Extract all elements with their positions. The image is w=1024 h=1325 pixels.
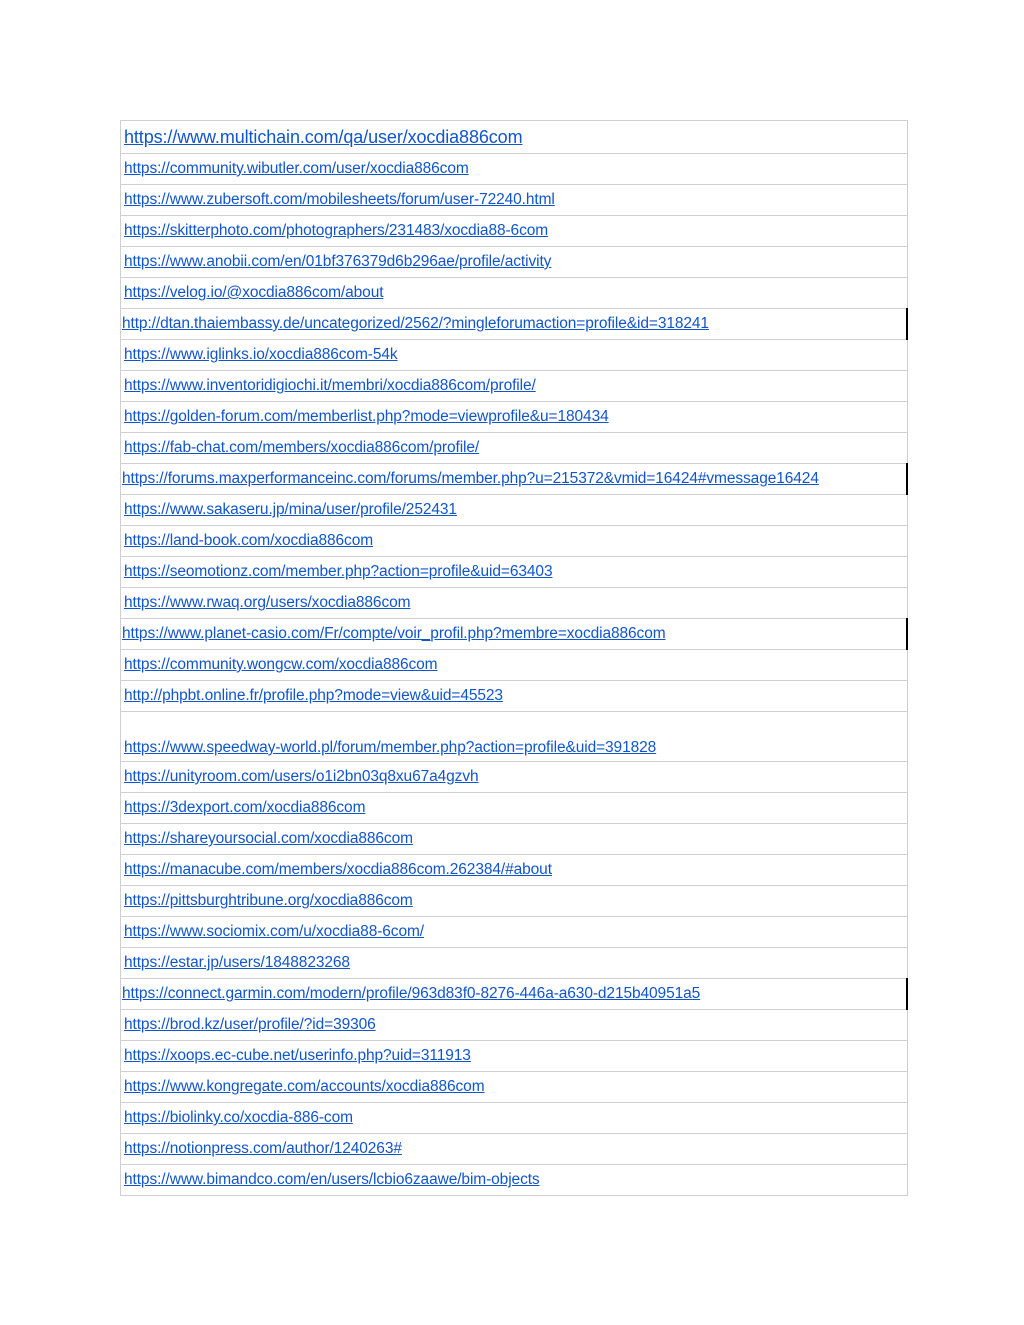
link-item[interactable]: https://www.bimandco.com/en/users/lcbio6zaawe/bim-objects <box>124 1171 540 1188</box>
table-row <box>121 979 908 1010</box>
table-cell <box>121 588 908 619</box>
table-row <box>121 1072 908 1103</box>
table-row <box>121 557 908 588</box>
link-item[interactable]: https://community.wibutler.com/user/xocdia886com <box>124 160 469 177</box>
table-row <box>121 340 908 371</box>
table-cell <box>121 1010 908 1041</box>
table-cell <box>121 917 908 948</box>
table-cell <box>121 1103 908 1134</box>
link-item[interactable]: https://golden-forum.com/memberlist.php?mode=viewprofile&u=180434 <box>124 408 609 425</box>
link-item[interactable]: https://manacube.com/members/xocdia886com.262384/#about <box>124 861 552 878</box>
link-item[interactable]: https://land-book.com/xocdia886com <box>124 532 374 549</box>
table-row <box>121 278 908 309</box>
table-cell <box>121 340 908 371</box>
table-row <box>121 402 908 433</box>
table-row <box>121 650 908 681</box>
link-item[interactable]: https://www.sakaseru.jp/mina/user/profile/252431 <box>124 501 457 518</box>
table-row <box>121 619 908 650</box>
link-item[interactable]: https://www.speedway-world.pl/forum/member.php?action=profile&uid=391828 <box>124 739 657 756</box>
table-row <box>121 1041 908 1072</box>
table-cell <box>121 979 908 1010</box>
link-item[interactable]: https://estar.jp/users/1848823268 <box>124 954 350 971</box>
link-item[interactable]: https://pittsburghtribune.org/xocdia886com <box>124 892 413 909</box>
table-cell <box>121 278 908 309</box>
link-item[interactable]: https://www.planet-casio.com/Fr/compte/voir_profil.php?membre=xocdia886com <box>122 625 666 642</box>
table-cell <box>121 948 908 979</box>
table-cell <box>121 121 908 154</box>
table-cell <box>121 495 908 526</box>
link-item[interactable]: https://www.inventoridigiochi.it/membri/xocdia886com/profile/ <box>124 377 536 394</box>
table-cell <box>121 154 908 185</box>
link-item[interactable]: https://brod.kz/user/profile/?id=39306 <box>124 1016 376 1033</box>
table-row <box>121 681 908 712</box>
table-cell <box>121 712 908 762</box>
table-row <box>121 1134 908 1165</box>
link-item[interactable]: https://forums.maxperformanceinc.com/forums/member.php?u=215372&vmid=16424#vmessage16424 <box>122 470 819 487</box>
link-item[interactable]: https://www.sociomix.com/u/xocdia88-6com/ <box>124 923 424 940</box>
table-cell <box>121 309 908 340</box>
table-cell <box>121 855 908 886</box>
link-item[interactable]: https://seomotionz.com/member.php?action=profile&uid=63403 <box>124 563 553 580</box>
table-row <box>121 433 908 464</box>
table-cell <box>121 247 908 278</box>
link-item[interactable]: https://xoops.ec-cube.net/userinfo.php?uid=311913 <box>124 1047 471 1064</box>
link-item[interactable]: https://notionpress.com/author/1240263# <box>124 1140 402 1157</box>
table-cell <box>121 371 908 402</box>
table-row <box>121 185 908 216</box>
table-row <box>121 309 908 340</box>
link-item[interactable]: https://www.anobii.com/en/01bf376379d6b296ae/profile/activity <box>124 253 552 270</box>
link-item[interactable]: https://www.multichain.com/qa/user/xocdia886com <box>124 126 523 147</box>
table-cell <box>121 1072 908 1103</box>
table-cell <box>121 433 908 464</box>
table-row <box>121 1010 908 1041</box>
table-row <box>121 793 908 824</box>
table-row <box>121 526 908 557</box>
table-cell <box>121 824 908 855</box>
table-row <box>121 121 908 154</box>
table-row <box>121 464 908 495</box>
table-row <box>121 762 908 793</box>
link-item[interactable]: https://biolinky.co/xocdia-886-com <box>124 1109 353 1126</box>
link-item[interactable]: https://www.rwaq.org/users/xocdia886com <box>124 594 411 611</box>
table-row <box>121 588 908 619</box>
table-row <box>121 216 908 247</box>
link-item[interactable]: http://phpbt.online.fr/profile.php?mode=view&uid=45523 <box>124 687 503 704</box>
table-cell <box>121 464 908 495</box>
table-row <box>121 917 908 948</box>
table-cell <box>121 762 908 793</box>
table-row <box>121 1165 908 1196</box>
table-cell <box>121 650 908 681</box>
link-item[interactable]: https://3dexport.com/xocdia886com <box>124 799 366 816</box>
link-item[interactable]: http://dtan.thaiembassy.de/uncategorized/2562/?mingleforumaction=profile&id=318241 <box>122 315 709 332</box>
table-row <box>121 948 908 979</box>
link-item[interactable]: https://velog.io/@xocdia886com/about <box>124 284 384 301</box>
table-row <box>121 247 908 278</box>
link-item[interactable]: https://community.wongcw.com/xocdia886com <box>124 656 438 673</box>
table-cell <box>121 1041 908 1072</box>
table-cell <box>121 793 908 824</box>
link-table <box>120 120 908 1196</box>
table-row <box>121 371 908 402</box>
table-cell <box>121 557 908 588</box>
link-item[interactable]: https://www.kongregate.com/accounts/xocdia886com <box>124 1078 485 1095</box>
table-row <box>121 712 908 762</box>
table-row <box>121 824 908 855</box>
table-cell <box>121 681 908 712</box>
table-cell <box>121 1165 908 1196</box>
table-cell <box>121 526 908 557</box>
link-item[interactable]: https://www.zubersoft.com/mobilesheets/forum/user-72240.html <box>124 191 555 208</box>
table-cell <box>121 886 908 917</box>
table-row <box>121 886 908 917</box>
table-cell <box>121 216 908 247</box>
table-row <box>121 154 908 185</box>
link-item[interactable]: https://shareyoursocial.com/xocdia886com <box>124 830 413 847</box>
table-cell <box>121 185 908 216</box>
table-cell <box>121 402 908 433</box>
link-item[interactable]: https://connect.garmin.com/modern/profile/963d83f0-8276-446a-a630-d215b40951a5 <box>122 985 701 1002</box>
link-item[interactable]: https://www.iglinks.io/xocdia886com-54k <box>124 346 398 363</box>
table-row <box>121 1103 908 1134</box>
table-cell <box>121 1134 908 1165</box>
table-row <box>121 855 908 886</box>
link-item[interactable]: https://unityroom.com/users/o1i2bn03q8xu67a4gzvh <box>124 768 479 785</box>
link-item[interactable]: https://fab-chat.com/members/xocdia886com/profile/ <box>124 439 480 456</box>
table-cell <box>121 619 908 650</box>
link-item[interactable]: https://skitterphoto.com/photographers/231483/xocdia88-6com <box>124 222 549 239</box>
table-row <box>121 495 908 526</box>
